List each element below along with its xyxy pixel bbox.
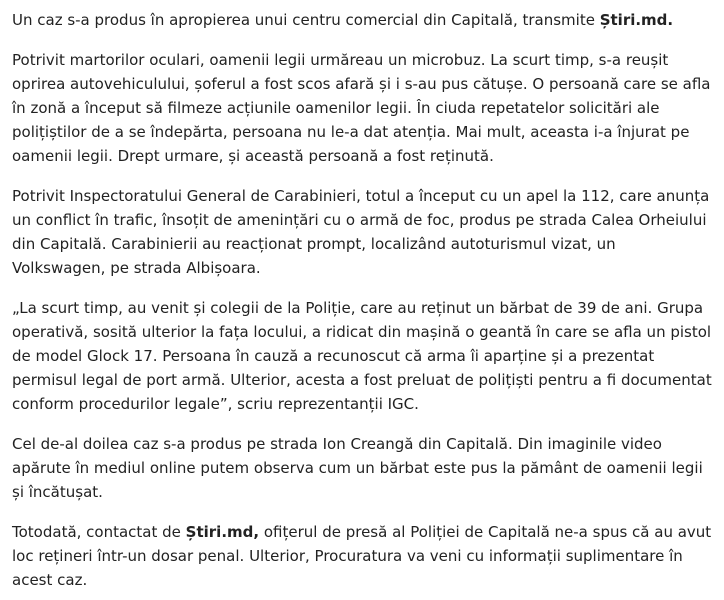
paragraph-intro [12, 8, 712, 32]
statement-text-after: ofițerul de presă al Poliției de Capitală ne-a spus că au avut loc rețineri într-un dosar penal. Ulterior, Procuratura va veni cu informații suplimentare în acest caz. [12, 523, 712, 589]
paragraph-police-statement [12, 520, 712, 592]
source-name: Știri.md. [599, 11, 674, 29]
source-name: Știri.md, [185, 523, 260, 541]
intro-text: Un caz s-a produs în apropierea unui centru comercial din Capitală, transmite [12, 11, 600, 29]
paragraph-witnesses: Potrivit martorilor oculari, oamenii legii urmăreau un microbuz. La scurt timp, s-a reușit oprirea autovehiculului, șoferul a fost scos afară și i s-au pus cătușe. O persoană care se afla în zonă a început să filmeze acțiunile oamenilor legii. În ciuda repetatelor solicitări ale polițiștilor de a se îndepărta, persoana nu le-a dat atenția. Mai mult, aceasta i-a înjurat pe oamenii legii. Drept urmare, și această persoană a fost reținută. [12, 51, 711, 165]
paragraph-carabinieri: Potrivit Inspectoratului General de Carabinieri, totul a început cu un apel la 112, care anunța un conflict în trafic, însoțit de amenințări cu o armă de foc, produs pe strada Calea Orheiului din Capitală. Carabinierii au reacționat prompt, localizând autoturismul vizat, un Volkswagen, pe strada Albișoara. [12, 187, 710, 277]
paragraph-quote: „La scurt timp, au venit și colegii de la Poliție, care au reținut un bărbat de 39 de ani. Grupa operativă, sosită ulterior la fața locului, a ridicat din mașină o geantă în care se afla un pistol de model Glock 17. Persoana în cauză a recunoscut că arma îi aparține și a prezentat permisul legal de port armă. Ulterior, acesta a fost preluat de polițiști pentru a fi documentat conform procedurilor legale”, scriu reprezentanții IGC. [12, 299, 712, 413]
statement-text-before: Totodată, contactat de [12, 523, 186, 541]
paragraph-second-case: Cel de-al doilea caz s-a produs pe strada Ion Creangă din Capitală. Din imaginile video apărute în mediul online putem observa cum un bărbat este pus la pământ de oamenii legii și încătușat. [12, 435, 703, 501]
